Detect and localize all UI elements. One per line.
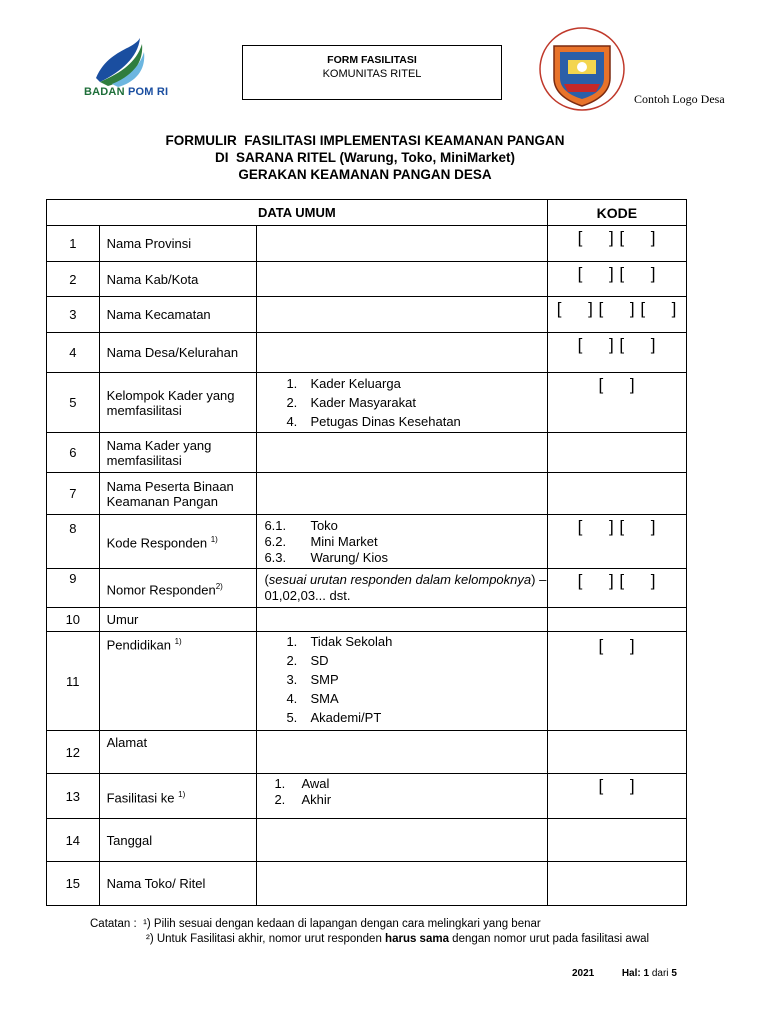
row-label: Umur — [99, 608, 257, 632]
row-value-field[interactable] — [257, 731, 547, 774]
note-line-1: Catatan : ¹) Pilih sesuai dengan kedaan di lapangan dengan cara melingkari yang benar — [90, 918, 541, 930]
row-number: 11 — [47, 632, 100, 731]
row-value-field[interactable] — [257, 226, 547, 262]
option-item[interactable]: 6.1. Toko — [264, 517, 338, 533]
row-number: 1 — [47, 226, 100, 262]
row-label: Kode Responden $^{1)}$ — [99, 515, 257, 569]
note-line-2: ²) Untuk Fasilitasi akhir, nomor urut responden harus sama dengan nomor urut pada fasilitasi awal — [146, 933, 650, 945]
header-data-umum: DATA UMUM — [47, 200, 548, 226]
row-label: Nama Desa/Kelurahan — [99, 333, 257, 373]
row-kode-field[interactable] — [547, 608, 686, 632]
row-kode-field[interactable] — [547, 731, 686, 774]
row-number: 9 — [47, 569, 100, 608]
row-kode-field[interactable]: [ ] [ ] — [547, 262, 686, 297]
row-label: Fasilitasi ke $^{1)}$ — [99, 774, 257, 819]
page-footer — [572, 968, 677, 979]
row-number: 4 — [47, 333, 100, 373]
footer-total: 5 — [671, 968, 677, 979]
title-line1: FORMULIR FASILITASI IMPLEMENTASI KEAMANAN PANGAN — [165, 133, 565, 148]
table-row — [47, 608, 687, 632]
option-item[interactable]: 6.2. Mini Market — [264, 533, 378, 549]
form-box-line2: KOMUNITAS RITEL — [322, 68, 422, 80]
table-row — [47, 473, 687, 515]
row-kode-field[interactable]: [ ] — [547, 632, 686, 731]
row-label: Nama Kecamatan — [99, 297, 257, 333]
table-row — [47, 632, 687, 731]
table-row — [47, 774, 687, 819]
row-label: Nomor Responden$^{2)}$ — [99, 569, 257, 608]
row-options — [257, 774, 547, 819]
row-value-field[interactable] — [257, 862, 547, 906]
row-label: Pendidikan $^{1)}$ — [99, 632, 257, 731]
form-box-line1: FORM FASILITASI — [327, 54, 417, 66]
row-number: 10 — [47, 608, 100, 632]
row-value-text: (sesuai urutan responden dalam kelompoknya) – 01,02,03... dst. — [257, 569, 547, 608]
row-value-field[interactable] — [257, 473, 547, 515]
row-label: Nama Kader yang memfasilitasi — [99, 433, 257, 473]
row-kode-field[interactable] — [547, 862, 686, 906]
row-kode-field[interactable]: [ ] [ ] — [547, 515, 686, 569]
row-kode-field[interactable] — [547, 433, 686, 473]
row-value-field[interactable] — [257, 262, 547, 297]
option-item[interactable]: 1. Kader Keluarga — [286, 376, 401, 391]
row-value-field[interactable] — [257, 608, 547, 632]
table-row — [47, 373, 687, 433]
footer-hal-label: Hal: — [621, 968, 641, 979]
row-number: 3 — [47, 297, 100, 333]
row-label: Nama Provinsi — [99, 226, 257, 262]
option-item[interactable]: 3. SMP — [286, 672, 339, 687]
row-options — [257, 515, 547, 569]
badan-pom-logo-text: BADAN POM RI — [84, 86, 169, 98]
table-header-row — [47, 200, 687, 226]
option-item[interactable]: 2. SD — [286, 653, 329, 668]
row-label: Nama Peserta Binaan Keamanan Pangan — [99, 473, 257, 515]
table-row — [47, 333, 687, 373]
table-row — [47, 569, 687, 608]
title-line3: GERAKAN KEAMANAN PANGAN DESA — [238, 167, 492, 182]
notes — [90, 917, 649, 947]
table-row — [47, 515, 687, 569]
option-item[interactable]: 4. Petugas Dinas Kesehatan — [286, 414, 461, 429]
row-options — [257, 632, 547, 731]
option-item[interactable]: 1. Awal — [274, 776, 330, 791]
footer-dari: dari — [651, 968, 669, 979]
footer-year: 2021 — [572, 968, 595, 979]
row-value-field[interactable] — [257, 433, 547, 473]
option-item[interactable]: 6.3. Warung/ Kios — [264, 549, 389, 565]
row-number: 2 — [47, 262, 100, 297]
form-title-box — [242, 45, 502, 100]
table-row — [47, 862, 687, 906]
row-kode-field[interactable]: [ ] [ ] [ ] — [547, 297, 686, 333]
row-kode-field[interactable] — [547, 819, 686, 862]
footer-page: 1 — [643, 968, 650, 979]
document-title — [0, 132, 730, 183]
header-kode: KODE — [547, 200, 686, 226]
table-row — [47, 731, 687, 774]
row-kode-field[interactable]: [ ] [ ] — [547, 569, 686, 608]
row-kode-field[interactable] — [547, 473, 686, 515]
row-number: 13 — [47, 774, 100, 819]
table-row — [47, 297, 687, 333]
row-value-field[interactable] — [257, 819, 547, 862]
desa-emblem-icon — [538, 26, 626, 112]
title-line2: DI SARANA RITEL (Warung, Toko, MiniMarket) — [215, 150, 515, 165]
row-label: Nama Kab/Kota — [99, 262, 257, 297]
row-kode-field[interactable]: [ ] [ ] — [547, 226, 686, 262]
option-item[interactable]: 2. Kader Masyarakat — [286, 395, 416, 410]
row-label: Tanggal — [99, 819, 257, 862]
row-value-field[interactable] — [257, 297, 547, 333]
table-row — [47, 262, 687, 297]
row-number: 15 — [47, 862, 100, 906]
row-label: Kelompok Kader yang memfasilitasi — [99, 373, 257, 433]
logo-desa-caption: Contoh Logo Desa — [634, 92, 725, 106]
row-kode-field[interactable]: [ ] — [547, 774, 686, 819]
row-kode-field[interactable]: [ ] [ ] — [547, 333, 686, 373]
row-value-field[interactable] — [257, 333, 547, 373]
row-number: 8 — [47, 515, 100, 569]
data-umum-table — [46, 199, 687, 906]
option-item[interactable]: 4. SMA — [286, 691, 339, 706]
row-label: Nama Toko/ Ritel — [99, 862, 257, 906]
option-item[interactable]: 2. Akhir — [274, 792, 332, 807]
row-kode-field[interactable]: [ ] — [547, 373, 686, 433]
option-item[interactable]: 5. Akademi/PT — [286, 710, 382, 725]
row-label: Alamat — [99, 731, 257, 774]
table-row — [47, 433, 687, 473]
option-item[interactable]: 1. Tidak Sekolah — [286, 634, 393, 649]
row-number: 12 — [47, 731, 100, 774]
row-number: 5 — [47, 373, 100, 433]
row-options — [257, 373, 547, 433]
table-row — [47, 819, 687, 862]
row-number: 7 — [47, 473, 100, 515]
row-number: 6 — [47, 433, 100, 473]
table-row — [47, 226, 687, 262]
row-number: 14 — [47, 819, 100, 862]
